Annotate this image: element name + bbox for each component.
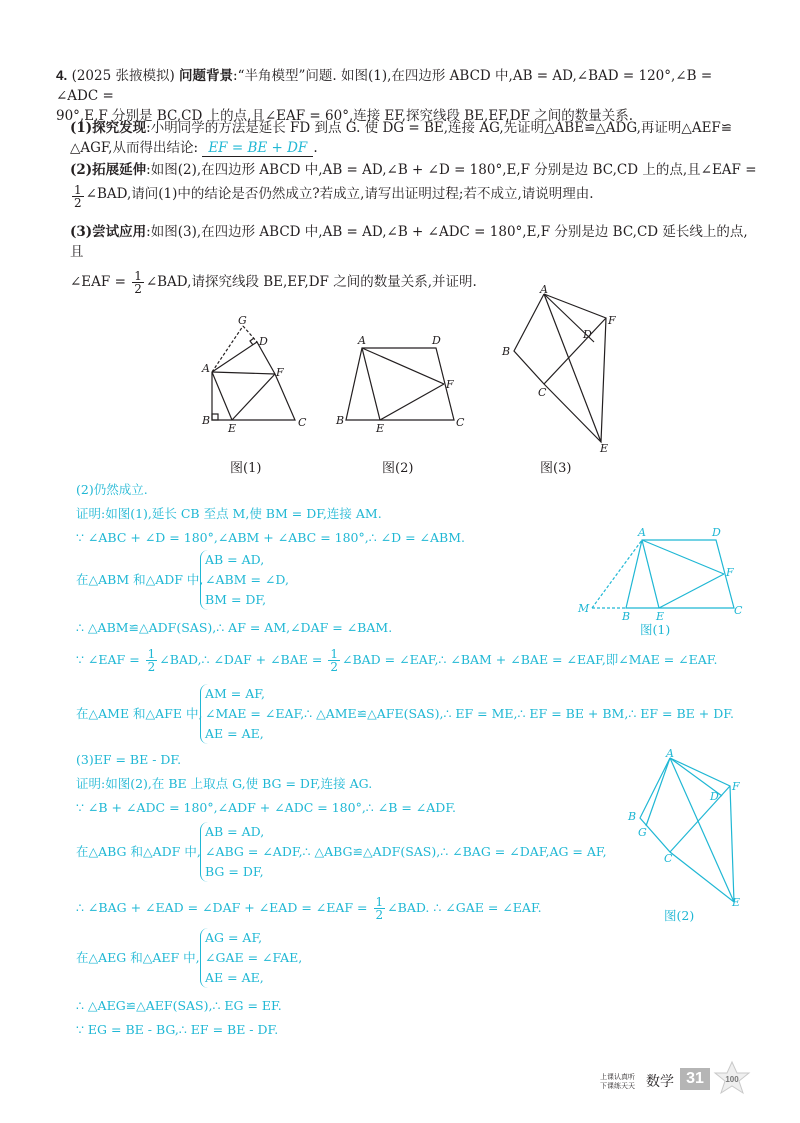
footer-slogan-2: 下课练天天	[600, 1083, 635, 1090]
sol-line9: 证明:如图(2),在 BE 上取点 G,使 BG = DF,连接 AG.	[76, 776, 373, 791]
sol-line5: ∴ △ABM≌△ADF(SAS),∴ AF = AM,∠DAF = ∠BAM.	[76, 620, 393, 635]
fig1-label-f: F	[276, 366, 284, 379]
fig3-label-c: C	[538, 386, 547, 399]
sol-line6: ∵ ∠EAF = $\frac{1}{2}$ ∠BAD,∴ ∠DAF + ∠BAE = $\frac{1}{2}$ ∠BAD = ∠EAF,∴ ∠BAM + ∠BAE = ∠EAF,即∠MAE = ∠EAF.	[76, 647, 718, 674]
sfig1-label-m: M	[578, 602, 590, 615]
sol-line14: ∴ △AEG≌△AEF(SAS),∴ EG = EF.	[76, 998, 282, 1013]
part3-line1: :如图(3),在四边形 ABCD 中,AB = AD,∠B + ∠ADC = 180°,E,F 分别是边 BC,CD 延长线上的点,且	[70, 224, 748, 260]
figure-2	[332, 332, 472, 437]
sol-fig2-caption: 图(2)	[664, 908, 695, 923]
sol-brace4-l3: AE = AE,	[205, 970, 264, 985]
question-number: 4.	[56, 68, 68, 83]
sfig1-label-c: C	[734, 604, 743, 617]
sol-brace3-l1: AB = AD,	[205, 824, 265, 839]
part3-fraction: $\frac{1}{2}$	[134, 269, 142, 296]
footer-logo	[712, 1060, 752, 1096]
sol-brace3-l3: BG = DF,	[205, 864, 264, 879]
part3-line2a: ∠EAF =	[70, 274, 126, 290]
sol-brace2-l2: ∠MAE = ∠EAF,∴ △AME≌△AFE(SAS),∴ EF = ME,∴ EF = BE + BM,∴ EF = BE + DF.	[205, 706, 734, 721]
part1-answer: EF = BE + DF	[202, 140, 313, 157]
label-background: 问题背景	[179, 68, 234, 84]
sol-brace4-l1: AG = AF,	[205, 930, 263, 945]
question-intro	[56, 66, 756, 126]
fig3-label-a: A	[540, 284, 548, 296]
fig2-label-d: D	[432, 334, 441, 347]
part2-fraction: $\frac{1}{2}$	[74, 183, 82, 210]
sol-brace4	[200, 928, 302, 988]
sol-brace1-l1: AB = AD,	[205, 552, 265, 567]
sol-line3: ∵ ∠ABC + ∠D = 180°,∠ABM + ∠ABC = 180°,∴ ∠D = ∠ABM.	[76, 530, 466, 545]
sol-brace2-l3: AE = AE,	[205, 726, 264, 741]
sol-fig1-caption: 图(1)	[640, 622, 671, 637]
sol-brace1-l3: BM = DF,	[205, 592, 267, 607]
sfig2-label-f: F	[732, 780, 740, 793]
sol-brace3	[200, 822, 607, 882]
question-source: (2025 张掖模拟)	[71, 68, 175, 84]
fig1-label-b: B	[202, 414, 211, 427]
sol-line2: 证明:如图(1),延长 CB 至点 M,使 BM = DF,连接 AM.	[76, 506, 382, 521]
sol-line15: ∵ EG = BE - BG,∴ EF = BE - DF.	[76, 1022, 279, 1037]
question-line1: :“半角模型”问题. 如图(1),在四边形 ABCD 中,AB = AD,∠BAD = 120°,∠B = ∠ADC =	[56, 68, 713, 104]
fig2-label-a: A	[358, 334, 366, 347]
sol-brace1	[200, 550, 289, 610]
sol-brace1-l2: ∠ABM = ∠D,	[205, 572, 289, 587]
star-logo-icon	[712, 1060, 752, 1096]
sfig2-label-g: G	[638, 826, 647, 839]
footer-subject: 数学	[646, 1073, 674, 1089]
sol-brace2	[200, 684, 734, 744]
figure-1	[190, 312, 320, 437]
fig1-label-a: A	[202, 362, 210, 375]
part2-line1: :如图(2),在四边形 ABCD 中,AB = AD,∠B + ∠D = 180°,E,F 分别是边 BC,CD 上的点,且∠EAF =	[146, 162, 757, 178]
part1-label: (1)探究发现	[70, 120, 147, 136]
part1-line1: :小明同学的方法是延长 FD 到点 G. 使 DG = BE,连接 AG,先证明△ABE≌△ADG,再证明△AEF≌	[146, 120, 733, 136]
solution-figure-1	[574, 526, 750, 626]
fig2-label-e: E	[376, 422, 385, 435]
solution-figure-2	[624, 748, 754, 908]
fig3-label-b: B	[502, 345, 511, 358]
sol-brace2-l1: AM = AF,	[205, 686, 265, 701]
sfig2-label-d: D	[710, 790, 719, 803]
sol-line8: (3)EF = BE - DF.	[76, 752, 182, 767]
footer-slogan	[600, 1073, 635, 1091]
sol-brace3-l2: ∠ABG = ∠ADF,∴ △ABG≌△ADF(SAS),∴ ∠BAG = ∠DAF,AG = AF,	[205, 844, 607, 859]
sol-line12: ∴ ∠BAG + ∠EAD = ∠DAF + ∠EAD = ∠EAF = $\frac{1}{2}$ ∠BAD. ∴ ∠GAE = ∠EAF.	[76, 895, 542, 922]
fig1-label-e: E	[228, 422, 237, 435]
logo-text: 100	[725, 1075, 739, 1084]
fig3-label-e: E	[600, 442, 609, 454]
part2-label: (2)拓展延伸	[70, 162, 147, 178]
part1	[70, 118, 760, 158]
part2	[70, 160, 760, 209]
part1-line2a: △AGF,从而得出结论:	[70, 140, 199, 156]
page-number: 31	[680, 1068, 710, 1090]
sol-line10: ∵ ∠B + ∠ADC = 180°,∠ADF + ∠ADC = 180°,∴ ∠B = ∠ADF.	[76, 800, 457, 815]
part3-label: (3)尝试应用	[70, 224, 147, 240]
fig2-label-b: B	[336, 414, 345, 427]
part3-line2b: ∠BAD,请探究线段 BE,EF,DF 之间的数量关系,并证明.	[145, 274, 477, 290]
fig3-caption: 图(3)	[540, 461, 572, 476]
sol-line1: (2)仍然成立.	[76, 482, 148, 497]
fig3-label-f: F	[608, 314, 616, 327]
part1-line2b: .	[313, 140, 318, 156]
fig2-label-f: F	[446, 378, 454, 391]
fig1-label-g: G	[238, 314, 247, 327]
sfig1-label-b: B	[622, 610, 631, 623]
sol-line4: 在△ABM 和△ADF 中,	[76, 572, 204, 587]
sfig1-label-d: D	[712, 526, 721, 539]
part2-line2: ∠BAD,请问(1)中的结论是否仍然成立?若成立,请写出证明过程;若不成立,请说明理由.	[85, 186, 594, 202]
sfig1-label-a: A	[638, 526, 646, 539]
fig2-caption: 图(2)	[382, 461, 414, 476]
sfig1-label-e: E	[656, 610, 665, 623]
sol-line13: 在△AEG 和△AEF 中,	[76, 950, 200, 965]
sfig2-label-e: E	[732, 896, 741, 908]
sfig2-label-c: C	[664, 852, 673, 865]
figure-3	[498, 284, 628, 454]
sfig2-label-a: A	[666, 748, 674, 760]
fig1-caption: 图(1)	[230, 461, 262, 476]
sfig1-label-f: F	[726, 566, 734, 579]
question-line2: 90°,E,F 分别是 BC,CD 上的点,且∠EAF = 60°,连接 EF,探究线段 BE,EF,DF 之间的数量关系.	[56, 108, 633, 124]
sol-line11: 在△ABG 和△ADF 中,	[76, 844, 201, 859]
sfig2-label-b: B	[628, 810, 637, 823]
footer-slogan-1: 上课认真听	[600, 1074, 635, 1081]
fig1-label-d: D	[259, 335, 268, 348]
fig3-label-d: D	[583, 328, 592, 341]
part3	[70, 222, 760, 295]
fig1-label-c: C	[298, 416, 307, 429]
fig2-label-c: C	[456, 416, 465, 429]
sol-brace4-l2: ∠GAE = ∠FAE,	[205, 950, 303, 965]
sol-line7: 在△AME 和△AFE 中,	[76, 706, 203, 721]
